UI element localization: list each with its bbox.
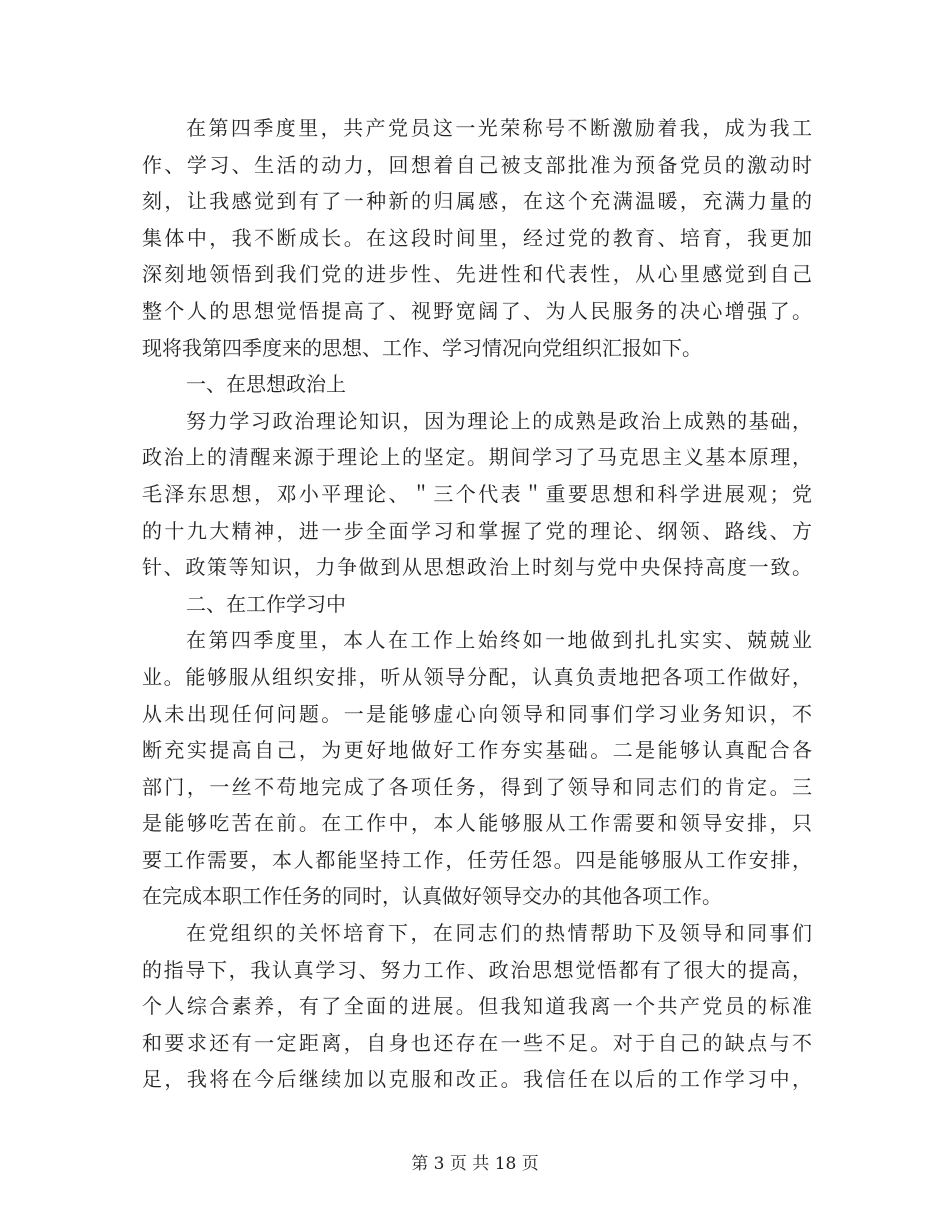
paragraph-line: 在完成本职工作任务的同时，认真做好领导交办的其他各项工作。: [142, 884, 722, 909]
paragraph-line: 努力学习政治理论知识，因为理论上的成熟是政治上成熟的基础，: [186, 408, 812, 433]
paragraph-line: 深刻地领悟到我们党的进步性、先进性和代表性，从心里感觉到自己: [142, 262, 812, 287]
paragraph-line: 集体中，我不断成长。在这段时间里，经过党的教育、培育，我更加: [142, 225, 812, 250]
section-heading: 一、在思想政治上: [186, 372, 346, 397]
paragraph-line: 要工作需要，本人都能坚持工作，任劳任怨。四是能够服从工作安排，: [142, 847, 812, 872]
paragraph-line: 在第四季度里，本人在工作上始终如一地做到扎扎实实、兢兢业: [186, 628, 812, 653]
document-body: [142, 110, 812, 1098]
paragraph-line: 足，我将在今后继续加以克服和改正。我信任在以后的工作学习中，: [142, 1067, 812, 1092]
paragraph-line: 在第四季度里，共产党员这一光荣称号不断激励着我，成为我工: [186, 116, 812, 140]
paragraph-line: 和要求还有一定距离，自身也还存在一些不足。对于自己的缺点与不: [142, 1030, 812, 1055]
paragraph-line: 在党组织的关怀培育下，在同志们的热情帮助下及领导和同事们: [186, 921, 812, 946]
paragraph-line: 现将我第四季度来的思想、工作、学习情况向党组织汇报如下。: [142, 335, 702, 360]
paragraph-line: 从未出现任何问题。一是能够虚心向领导和同事们学习业务知识，不: [142, 701, 812, 726]
section-heading: 二、在工作学习中: [186, 591, 346, 616]
paragraph-line: 的十九大精神，进一步全面学习和掌握了党的理论、纲领、路线、方: [142, 518, 812, 543]
page-footer: [0, 1152, 950, 1176]
paragraph-line: 作、学习、生活的动力，回想着自己被支部批准为预备党员的激动时: [142, 152, 812, 177]
paragraph-line: 政治上的清醒来源于理论上的坚定。期间学习了马克思主义基本原理，: [142, 445, 812, 470]
paragraph-line: 的指导下，我认真学习、努力工作、政治思想觉悟都有了很大的提高，: [142, 957, 812, 982]
page-number-label: 第 3 页 共 18 页: [411, 1154, 539, 1174]
paragraph-line: 针、政策等知识，力争做到从思想政治上时刻与党中央保持高度一致。: [142, 555, 812, 580]
paragraph-line: 部门，一丝不苟地完成了各项任务，得到了领导和同志们的肯定。三: [142, 774, 812, 799]
paragraph-line: 是能够吃苦在前。在工作中，本人能够服从工作需要和领导安排，只: [142, 811, 812, 836]
paragraph-line: 整个人的思想觉悟提高了、视野宽阔了、为人民服务的决心增强了。: [142, 298, 812, 323]
paragraph-line: 断充实提高自己，为更好地做好工作夯实基础。二是能够认真配合各: [142, 738, 812, 763]
paragraph-line: 刻，让我感觉到有了一种新的归属感，在这个充满温暖，充满力量的: [142, 189, 812, 214]
paragraph-line: 业。能够服从组织安排，听从领导分配，认真负责地把各项工作做好，: [142, 664, 812, 689]
paragraph-line: 个人综合素养，有了全面的进展。但我知道我离一个共产党员的标准: [142, 994, 812, 1019]
paragraph-line: 毛泽东思想，邓小平理论、＂三个代表＂重要思想和科学进展观；党: [142, 481, 812, 506]
